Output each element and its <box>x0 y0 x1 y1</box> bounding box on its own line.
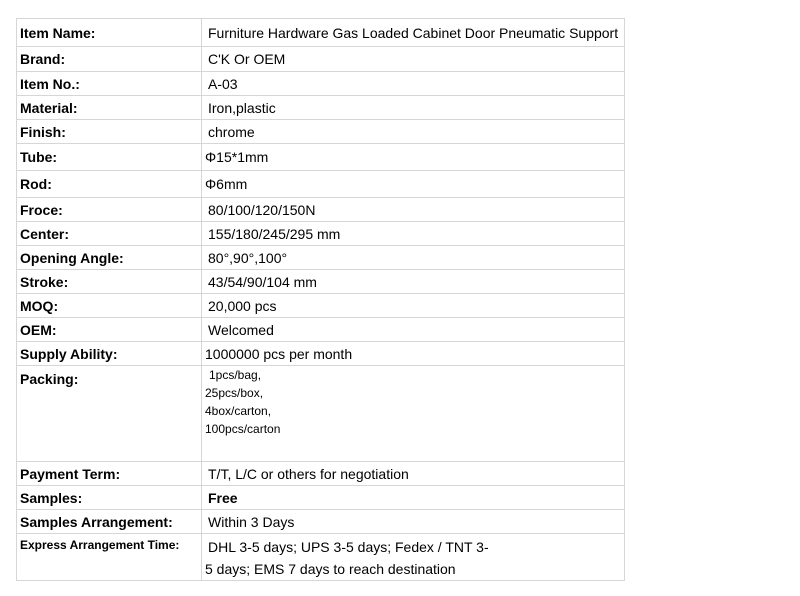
force-label: Froce: <box>17 198 202 222</box>
brand-value: C'K Or OEM <box>202 47 625 72</box>
express-arrangement-label: Express Arrangement Time: <box>17 534 202 581</box>
table-row <box>17 246 625 270</box>
oem-label: OEM: <box>17 318 202 342</box>
oem-value: Welcomed <box>202 318 625 342</box>
packing-line: 100pcs/carton <box>205 422 281 436</box>
moq-label: MOQ: <box>17 294 202 318</box>
product-spec-table <box>16 18 625 581</box>
payment-term-label: Payment Term: <box>17 462 202 486</box>
material-value: Iron,plastic <box>202 96 625 120</box>
table-row <box>17 72 625 96</box>
samples-arrangement-label: Samples Arrangement: <box>17 510 202 534</box>
express-line: 5 days; EMS 7 days to reach destination <box>205 561 456 577</box>
stroke-label: Stroke: <box>17 270 202 294</box>
table-row <box>17 510 625 534</box>
table-row <box>17 294 625 318</box>
packing-line: 25pcs/box, <box>205 386 264 400</box>
express-line: DHL 3-5 days; UPS 3-5 days; Fedex / TNT 3- <box>208 539 489 555</box>
table-row <box>17 366 625 462</box>
opening-angle-value: 80°,90°,100° <box>202 246 625 270</box>
samples-label: Samples: <box>17 486 202 510</box>
opening-angle-label: Opening Angle: <box>17 246 202 270</box>
table-row <box>17 144 625 171</box>
supply-ability-value: 1000000 pcs per month <box>202 342 625 366</box>
table-row <box>17 47 625 72</box>
item-name-value: Furniture Hardware Gas Loaded Cabinet Door Pneumatic Support <box>202 19 625 47</box>
stroke-value: 43/54/90/104 mm <box>202 270 625 294</box>
rod-value: Φ6mm <box>202 171 625 198</box>
finish-label: Finish: <box>17 120 202 144</box>
table-row <box>17 171 625 198</box>
force-value: 80/100/120/150N <box>202 198 625 222</box>
tube-label: Tube: <box>17 144 202 171</box>
payment-term-value: T/T, L/C or others for negotiation <box>202 462 625 486</box>
table-row <box>17 19 625 47</box>
supply-ability-label: Supply Ability: <box>17 342 202 366</box>
center-label: Center: <box>17 222 202 246</box>
item-no-label: Item No.: <box>17 72 202 96</box>
moq-value: 20,000 pcs <box>202 294 625 318</box>
item-no-value: A-03 <box>202 72 625 96</box>
table-row <box>17 120 625 144</box>
express-arrangement-value <box>202 534 625 581</box>
brand-label: Brand: <box>17 47 202 72</box>
table-row <box>17 198 625 222</box>
table-row <box>17 96 625 120</box>
table-row <box>17 462 625 486</box>
packing-label: Packing: <box>17 366 202 462</box>
material-label: Material: <box>17 96 202 120</box>
samples-value: Free <box>202 486 625 510</box>
table-row <box>17 222 625 246</box>
packing-line: 1pcs/bag, <box>209 368 262 382</box>
table-row <box>17 342 625 366</box>
packing-value <box>202 366 625 462</box>
finish-value: chrome <box>202 120 625 144</box>
item-name-label: Item Name: <box>17 19 202 47</box>
tube-value: Φ15*1mm <box>202 144 625 171</box>
table-row <box>17 486 625 510</box>
rod-label: Rod: <box>17 171 202 198</box>
table-row <box>17 318 625 342</box>
samples-arrangement-value: Within 3 Days <box>202 510 625 534</box>
center-value: 155/180/245/295 mm <box>202 222 625 246</box>
packing-line: 4box/carton, <box>205 404 272 418</box>
table-row <box>17 534 625 581</box>
table-row <box>17 270 625 294</box>
